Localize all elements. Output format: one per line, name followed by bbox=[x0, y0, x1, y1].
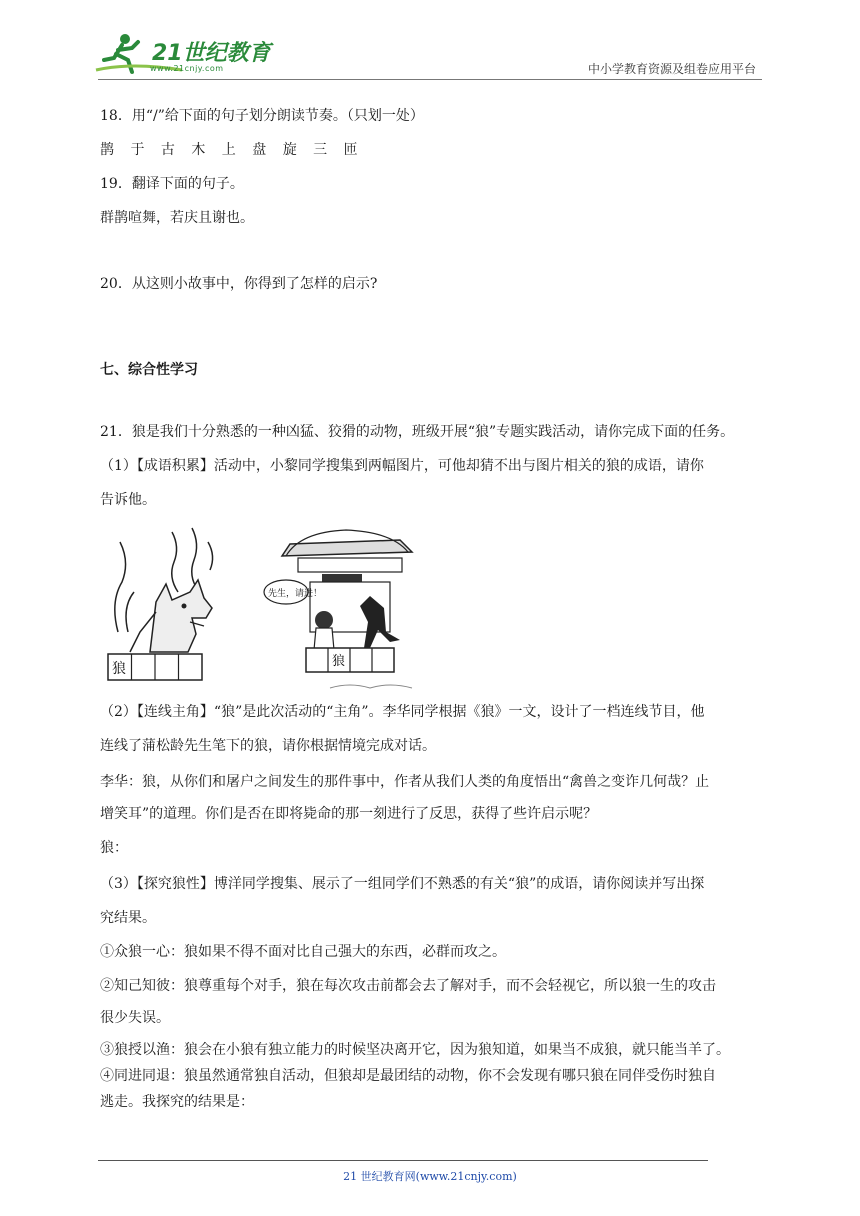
q21-part1-line1: （1）【成语积累】活动中，小黎同学搜集到两幅图片，可他却猜不出与图片相关的狼的成语，请你 bbox=[100, 458, 704, 474]
idiom-item-4-line1: ④同进同退：狼虽然通常独自活动，但狼却是最团结的动物，你不会发现有哪只狼在同伴受伤时独自 bbox=[100, 1068, 716, 1084]
page-header bbox=[0, 0, 860, 84]
q21-part2-line1: （2）【连线主角】“狼”是此次活动的“主角”。李华同学根据《狼》一文，设计了一档连线节目，他 bbox=[100, 704, 705, 720]
idiom-item-3: ③狼授以渔：狼会在小狼有独立能力的时候坚决离开它，因为狼知道，如果当不成狼，就只能当羊了。 bbox=[100, 1042, 730, 1058]
q18-prompt: 18．用“/”给下面的句子划分朗读节奏。（只划一处） bbox=[100, 108, 424, 124]
q18-sentence: 鹊 于 古 木 上 盘 旋 三 匝 bbox=[100, 142, 364, 158]
q19-sentence: 群鹊喧舞，若庆且谢也。 bbox=[100, 210, 254, 226]
q21-part3-line2: 究结果。 bbox=[100, 910, 156, 926]
figure2-speech-bubble: 先生，请进！ bbox=[268, 589, 323, 599]
logo-url: www.21cnjy.com bbox=[150, 64, 224, 73]
wolf-smoke-illustration bbox=[108, 528, 213, 680]
q21-intro: 21．狼是我们十分熟悉的一种凶猛、狡猾的动物，班级开展“狼”专题实践活动，请你完成下面的任务。 bbox=[100, 424, 735, 440]
q21-part2-line2: 连线了蒲松龄先生笔下的狼，请你根据情境完成对话。 bbox=[100, 738, 436, 754]
idiom-item-2-line1: ②知己知彼：狼尊重每个对手，狼在每次攻击前都会去了解对手，而不会轻视它，所以狼一生的攻击 bbox=[100, 978, 716, 994]
idiom-item-1: ①众狼一心：狼如果不得不面对比自己强大的东西，必群而攻之。 bbox=[100, 944, 506, 960]
logo-text: 21世纪教育 bbox=[152, 41, 271, 66]
lihua-dialogue-line1: 李华：狼，从你们和屠户之间发生的那件事中，作者从我们人类的角度悟出“禽兽之变诈几何哉？止 bbox=[100, 774, 710, 790]
footer-divider bbox=[98, 1160, 708, 1161]
lihua-dialogue-line2: 增笑耳”的道理。你们是否在即将毙命的那一刻进行了反思，获得了些许启示呢？ bbox=[100, 806, 598, 822]
idiom-item-4-line2: 逃走。我探究的结果是： bbox=[100, 1094, 254, 1110]
footer-text: 21 世纪教育网(www.21cnjy.com) bbox=[343, 1170, 517, 1183]
q19-prompt: 19．翻译下面的句子。 bbox=[100, 176, 244, 192]
q20-prompt: 20．从这则小故事中，你得到了怎样的启示? bbox=[100, 276, 378, 292]
platform-name: 中小学教育资源及组卷应用平台 bbox=[587, 62, 756, 76]
header-divider bbox=[98, 79, 762, 80]
figure2-box-char: 狼 bbox=[332, 654, 346, 669]
wolf-dialogue-label: 狼： bbox=[100, 840, 128, 856]
figure1-box-char: 狼 bbox=[112, 661, 126, 677]
section7-title: 七、综合性学习 bbox=[100, 362, 198, 378]
q21-part1-line2: 告诉他。 bbox=[100, 492, 156, 508]
wolf-at-door-illustration bbox=[264, 530, 412, 688]
idiom-illustrations bbox=[100, 522, 430, 690]
idiom-item-2-line2: 很少失误。 bbox=[100, 1010, 170, 1026]
q21-part3-line1: （3）【探究狼性】博洋同学搜集、展示了一组同学们不熟悉的有关“狼”的成语，请你阅读并写出探 bbox=[100, 876, 705, 892]
